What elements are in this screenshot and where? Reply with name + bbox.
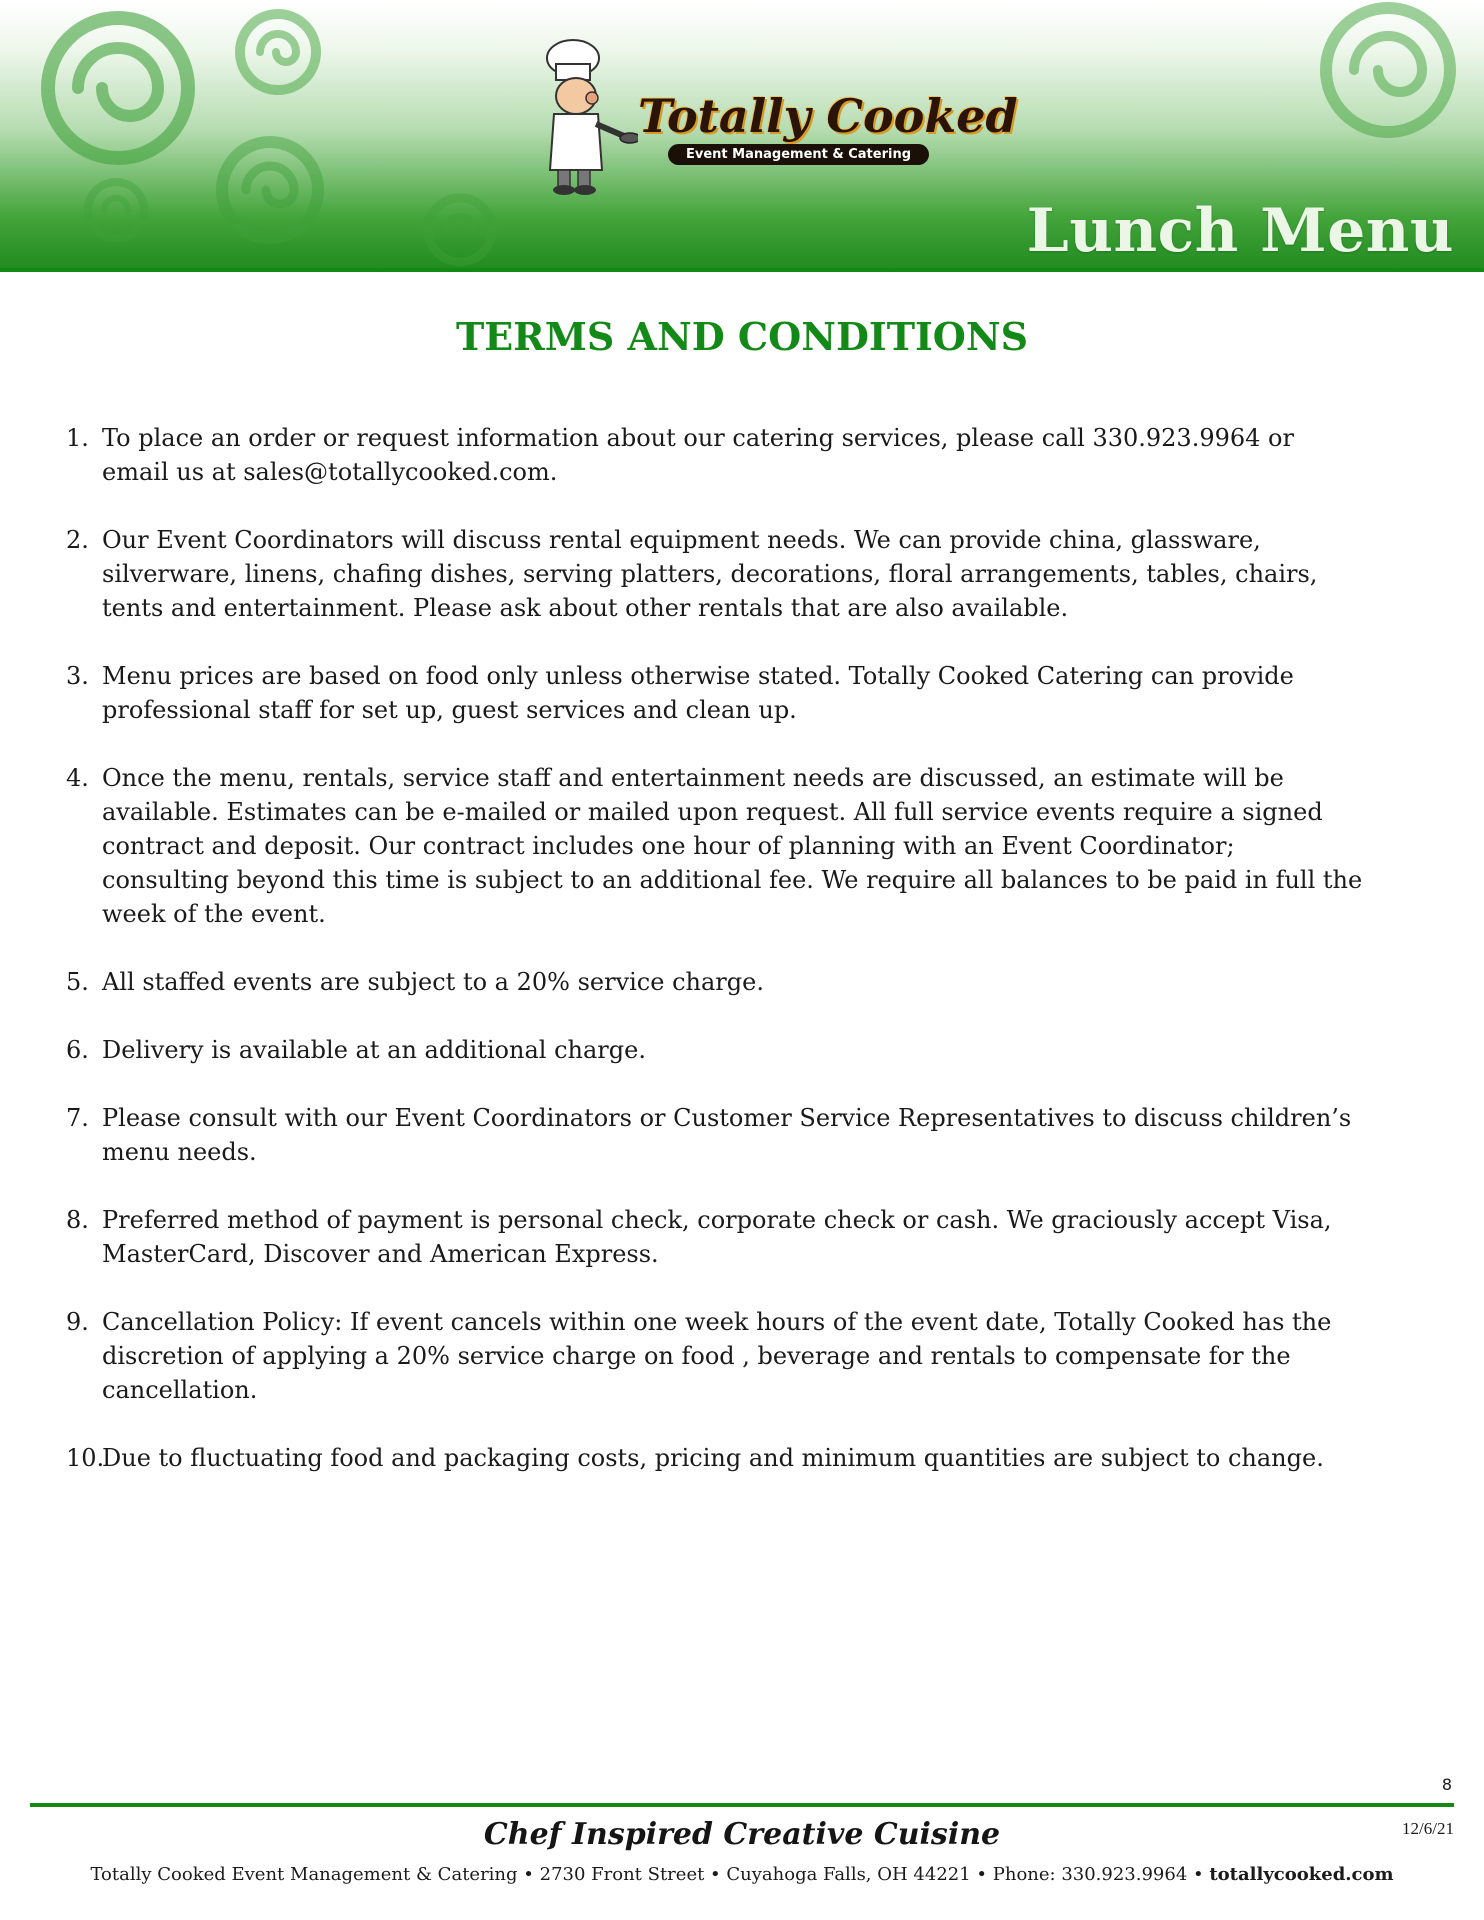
page-heading: TERMS AND CONDITIONS xyxy=(455,314,1029,359)
term-item xyxy=(66,1441,1366,1475)
footer-tagline: Chef Inspired Creative Cuisine xyxy=(483,1817,1001,1852)
term-item xyxy=(66,523,1366,625)
term-item xyxy=(66,421,1366,489)
term-text: Once the menu, rentals, service staff and entertainment needs are discussed, an estimate will be available. Estimates can be e-mailed or mailed upon request. All full service events require a signed contract and deposit. Our contract includes one hour of planning with an Event Coordinator; consulting beyond this time is subject to an additional fee. We require all balances to be paid in full the week of the event. xyxy=(102,764,1363,928)
term-number: 7. xyxy=(66,1104,89,1132)
term-item xyxy=(66,659,1366,727)
term-text: Cancellation Policy: If event cancels within one week hours of the event date, Totally Cooked has the discretion of applying a 20% service charge on food , beverage and rentals to compensate for the cancellation. xyxy=(102,1308,1332,1404)
term-number: 4. xyxy=(66,764,89,792)
term-text: To place an order or request information about our catering services, please call 330.923.9964 or email us at sales@totallycooked.com. xyxy=(102,424,1294,486)
company-logo xyxy=(528,20,1018,200)
header-banner xyxy=(0,0,1484,272)
term-text: Due to fluctuating food and packaging costs, pricing and minimum quantities are subject to change. xyxy=(102,1444,1324,1472)
term-text: Please consult with our Event Coordinators or Customer Service Representatives to discuss children’s menu needs. xyxy=(102,1104,1352,1166)
logo-tagline: Event Management & Catering xyxy=(668,144,929,165)
menu-title: Lunch Menu xyxy=(1026,196,1454,266)
banner-divider xyxy=(0,268,1484,272)
footer-date: 12/6/21 xyxy=(1402,1819,1454,1838)
term-text: Delivery is available at an additional charge. xyxy=(102,1036,646,1064)
term-item xyxy=(66,1033,1366,1067)
term-item xyxy=(66,1101,1366,1169)
term-item xyxy=(66,1203,1366,1271)
term-number: 5. xyxy=(66,968,89,996)
term-number: 3. xyxy=(66,662,89,690)
term-number: 10. xyxy=(66,1444,105,1472)
term-number: 2. xyxy=(66,526,89,554)
term-item xyxy=(66,761,1366,931)
footer-address-text: Totally Cooked Event Management & Catering • 2730 Front Street • Cuyahoga Falls, OH 44221 • Phone: 330.923.9964 • xyxy=(90,1864,1210,1885)
term-text: Our Event Coordinators will discuss rental equipment needs. We can provide china, glassware, silverware, linens, chafing dishes, serving platters, decorations, floral arrangements, tables, chairs, tents and entertainment. Please ask about other rentals that are also available. xyxy=(102,526,1318,622)
term-item xyxy=(66,965,1366,999)
term-text: Menu prices are based on food only unless otherwise stated. Totally Cooked Catering can provide professional staff for set up, guest services and clean up. xyxy=(102,662,1294,724)
footer-address xyxy=(0,1862,1484,1888)
term-number: 6. xyxy=(66,1036,89,1064)
term-number: 8. xyxy=(66,1206,89,1234)
term-number: 9. xyxy=(66,1308,89,1336)
terms-list xyxy=(66,421,1366,1509)
term-text: Preferred method of payment is personal check, corporate check or cash. We graciously accept Visa, MasterCard, Discover and American Express. xyxy=(102,1206,1332,1268)
term-text: All staffed events are subject to a 20% service charge. xyxy=(102,968,764,996)
term-number: 1. xyxy=(66,424,89,452)
footer-divider xyxy=(30,1803,1454,1807)
term-item xyxy=(66,1305,1366,1407)
chef-mascot-icon xyxy=(528,20,638,200)
logo-wordmark: Totally Cooked xyxy=(638,89,1018,143)
page-number: 8 xyxy=(1441,1775,1452,1794)
website-link[interactable]: totallycooked.com xyxy=(1209,1864,1394,1885)
